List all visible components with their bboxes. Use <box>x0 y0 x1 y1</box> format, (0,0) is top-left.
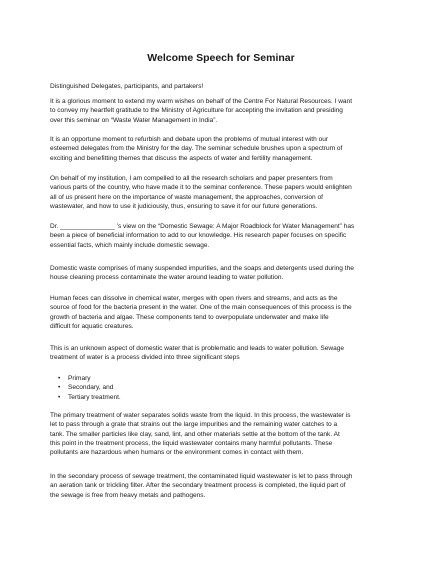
paragraph-7: This is an unknown aspect of domestic water that is problematic and leads to water pollution. Sewage treatment of water is a process divided into three significant steps <box>50 345 345 362</box>
paragraph-1: It is a glorious moment to extend my warm wishes on behalf of the Centre For Natural Resources. I want to convey my heartfelt gratitude to the Ministry of Agriculture for accepting the invitation and presiding over this seminar on “Waste Water Management in India”. <box>50 98 353 124</box>
list-item: • Secondary, and <box>50 383 392 392</box>
paragraph-8: The primary treatment of water separates solids waste from the liquid. In this process, the wastewater is let to pass through a grate that strains out the large impurities and the remaining water catches to a tank. The smaller particles like clay, sand, lint, and other materials settle at the bottom of the tank. At this point in the treatment process, the liquid wastewater contains many harmful pollutants. These pollutants are hazardous when humans or the environment comes in contact with them. <box>50 412 351 457</box>
paragraph-3: On behalf of my institution, I am compelled to all the research scholars and paper presenters from various parts of the country, who have made it to the seminar conference. These papers would enlighten all of us present here on the importance of waste management, the approaches, conversion of wastewater, and how to use it judiciously, thus, ensuring to save it for our future generations. <box>50 175 352 210</box>
document-title: Welcome Speech for Seminar <box>147 52 295 64</box>
treatment-steps-list <box>50 374 392 402</box>
paragraph-9: In the secondary process of sewage treatment, the contaminated liquid wastewater is let to pass through an aeration tank or trickling filter. After the secondary treatment process is completed, the liquid part of the sewage is free from heavy metals and pathogens. <box>50 473 353 499</box>
list-item: • Tertiary treatment. <box>50 393 392 402</box>
paragraph-2: It is an opportune moment to refurbish and debate upon the problems of mutual interest with our esteemed delegates from the Ministry for the day. The seminar schedule brushes upon a spectrum of exciting and benefitting themes that discuss the aspects of water and fertility management. <box>50 136 343 162</box>
list-item: • Primary <box>50 374 392 383</box>
paragraph-6: Human feces can dissolve in chemical water, merges with open rivers and streams, and acts as the source of food for the bacteria present in the water. One of the main consequences of this process is the growth of bacteria and algae. These components tend to overpopulate underwater and make life difficult for aquatic creatures. <box>50 295 352 330</box>
paragraph-4: Dr. _______________ ’s view on the “Domestic Sewage: A Major Roadblock for Water Management” has been a piece of beneficial information to add to our knowledge. His research paper focuses on specific essential facts, which mainly include domestic sewage. <box>50 223 355 249</box>
greeting: Distinguished Delegates, participants, and partakers! <box>50 83 204 90</box>
paragraph-5: Domestic waste comprises of many suspended impurities, and the soaps and detergents used during the house cleaning process contaminate the water around leading to water pollution. <box>50 265 354 282</box>
